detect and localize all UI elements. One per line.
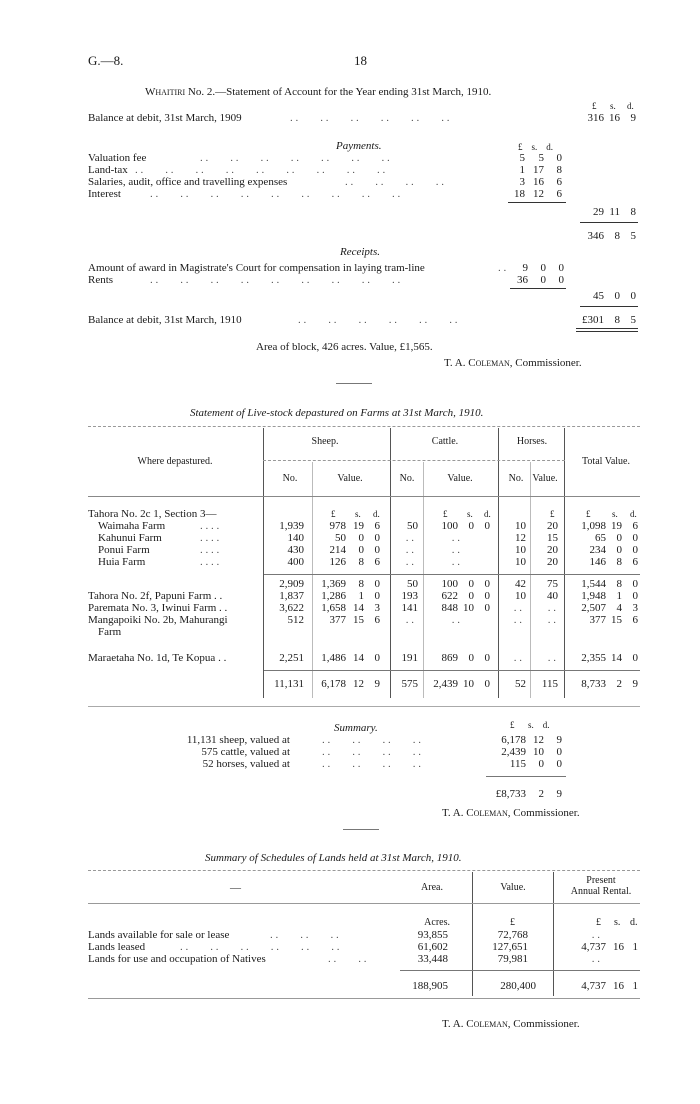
payment-row: Land-tax . . . . . . . . . . . . . . . . . . 1 17 8 — [88, 164, 562, 176]
table-row: Kahunui Farm . . . . 140 50 0 0 . . . . 12 15 65 0 0 — [98, 532, 638, 544]
col-pence: d. — [627, 101, 634, 111]
area-note: Area of block, 426 acres. Value, £1,565. — [256, 341, 433, 353]
signature-2: T. A. Coleman, Commissioner. — [442, 807, 580, 819]
summary-row: 575 cattle, valued at . . . . . . . . 2,439 10 0 — [201, 746, 562, 758]
where-header: Where depastured. — [137, 456, 213, 467]
payments-rule — [508, 202, 566, 203]
table-row-continuation: Farm — [98, 626, 122, 638]
sheep-header: Sheep. — [311, 436, 339, 447]
subtotal-rule — [580, 222, 638, 223]
schedules-title: Summary of Schedules of Lands held at 31st March, 1910. — [205, 852, 462, 864]
payments-heading: Payments. — [336, 140, 382, 152]
area-header: Area. — [421, 882, 443, 893]
value-header: Value. — [500, 882, 526, 893]
payment-row: Valuation fee . . . . . . . . . . . . . . 5 5 0 — [88, 152, 562, 164]
closing-rule — [580, 306, 638, 307]
separator — [336, 383, 372, 384]
table-row: Tahora No. 2f, Papuni Farm . . 1,837 1,286 1 0 193 622 0 0 10 40 1,948 1 0 — [88, 590, 638, 602]
whaitiri-title: Whaitiri No. 2.—Statement of Account for the Year ending 31st March, 1910. — [145, 86, 492, 98]
payment-row: Interest . . . . . . . . . . . . . . . . . . 18 12 6 — [88, 188, 562, 200]
closing-balance-row: Balance at debit, 31st March, 1910 . . . . . . . . . . . . £301 8 5 — [88, 314, 636, 326]
schedules-units-row: Acres. £ £ s. d. — [424, 917, 638, 928]
signature-1: T. A. Coleman, Commissioner. — [444, 357, 582, 369]
table-row: Mangapoiki No. 2b, Mahurangi 512 377 15 6 . . . . . . . . 377 15 6 — [88, 614, 638, 626]
grand-total-row: 11,131 6,178 12 9 575 2,439 10 0 52 115 8,733 2 9 — [274, 678, 638, 690]
table-row: Lands available for sale or lease . . . . . . 93,855 72,768 . . — [88, 929, 600, 941]
rental-header: Present Annual Rental. — [570, 875, 632, 897]
summary-row: 52 horses, valued at . . . . . . . . 115 0 0 — [202, 758, 562, 770]
col-pound: £ — [592, 101, 597, 111]
receipt-row: Amount of award in Magistrate's Court for compensation in laying tram-line . . 9 0 0 — [88, 262, 564, 274]
livestock-currency-row: £ s. d. £ s. d. £ £ s. d. — [331, 509, 637, 519]
table-row: Maraetaha No. 1d, Te Kopua . . 2,251 1,486 14 0 191 869 0 0 . . . . 2,355 14 0 — [88, 652, 638, 664]
summary-row: 11,131 sheep, valued at . . . . . . . . 6,178 12 9 — [186, 734, 562, 746]
subtotal-row: 346 8 5 — [587, 230, 636, 242]
summary-total-row: £8,733 2 9 — [495, 788, 562, 800]
separator — [343, 829, 379, 830]
horses-header: Horses. — [516, 436, 548, 447]
receipts-heading: Receipts. — [340, 246, 381, 258]
cattle-header: Cattle. — [431, 436, 459, 447]
payments-total-row: 29 11 8 — [593, 206, 636, 218]
table-row: Waimaha Farm . . . . 1,939 978 19 6 50 100 0 0 10 20 1,098 19 6 — [98, 520, 638, 532]
receipts-total-row: 45 0 0 — [593, 290, 636, 302]
total-header: Total Value. — [582, 456, 630, 467]
opening-balance-row: Balance at debit, 31st March, 1909 . . . . . . . . . . . . 316 16 9 — [88, 112, 636, 124]
receipts-rule — [510, 288, 566, 289]
table-row: Paremata No. 3, Iwinui Farm . . 3,622 1,658 14 3 141 848 10 0 . . . . 2,507 4 3 — [88, 602, 638, 614]
tahora-group-label: Tahora No. 2c 1, Section 3— — [88, 508, 217, 520]
table-row: Huia Farm . . . . 400 126 8 6 . . . . 10 20 146 8 6 — [98, 556, 638, 568]
group-total-row: 2,909 1,369 8 0 50 100 0 0 42 75 1,544 8 0 — [279, 578, 638, 590]
page-number: 18 — [354, 53, 367, 68]
summary-heading: Summary. — [334, 722, 378, 734]
signature-3: T. A. Coleman, Commissioner. — [442, 1018, 580, 1030]
livestock-title: Statement of Live-stock depastured on Farms at 31st March, 1910. — [190, 407, 484, 419]
page-ref: G.—8. — [88, 53, 124, 68]
payment-row: Salaries, audit, office and travelling expenses . . . . . . . . 3 16 6 — [88, 176, 562, 188]
table-row: Lands for use and occupation of Natives . . . . 33,448 79,981 . . — [88, 953, 600, 965]
col-shilling: s. — [610, 101, 616, 111]
receipt-row: Rents . . . . . . . . . . . . . . . . . . 36 0 0 — [88, 274, 564, 286]
table-row: Ponui Farm . . . . 430 214 0 0 . . . . 10 20 234 0 0 — [98, 544, 638, 556]
table-row: Lands leased . . . . . . . . . . . . 61,602 127,651 4,737 16 1 — [88, 941, 638, 953]
schedules-total-row: 188,905 280,400 4,737 16 1 — [412, 980, 638, 992]
